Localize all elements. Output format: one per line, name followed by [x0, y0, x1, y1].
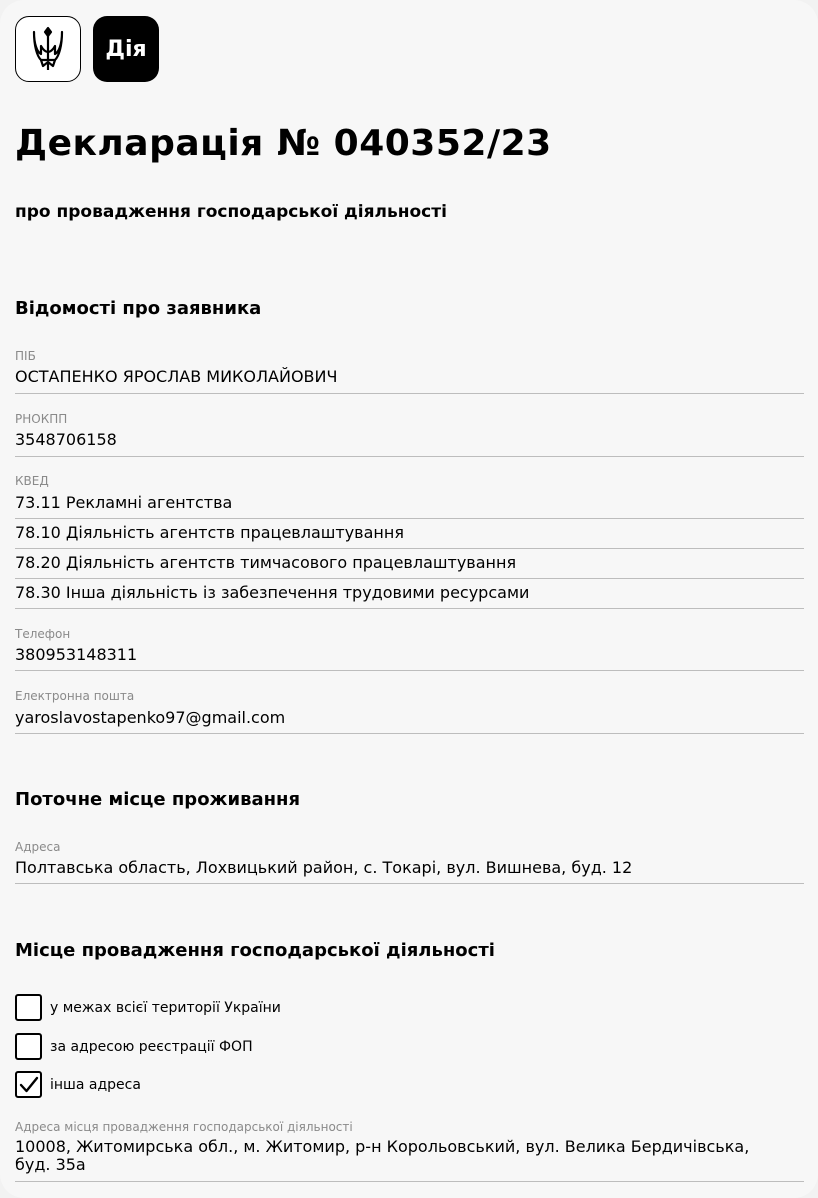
- email-label: Електронна пошта: [15, 689, 135, 703]
- kved-item: 78.30 Інша діяльність із забезпечення трудовими ресурсами: [15, 583, 530, 602]
- option-label: інша адреса: [50, 1076, 141, 1093]
- business-address-line1: 10008, Житомирська обл., м. Житомир, р-н Корольовський, вул. Велика Бердичівська,: [15, 1137, 750, 1156]
- divider: [15, 1181, 804, 1182]
- business-place-heading: Місце провадження господарської діяльності: [15, 940, 495, 961]
- page-subtitle: про провадження господарської діяльності: [15, 202, 447, 222]
- divider: [15, 456, 804, 457]
- checkbox-unchecked[interactable]: [15, 1033, 42, 1060]
- checkbox-unchecked[interactable]: [15, 994, 42, 1021]
- pib-label: ПІБ: [15, 349, 36, 363]
- divider: [15, 578, 804, 579]
- kved-label: КВЕД: [15, 474, 49, 488]
- divider: [15, 883, 804, 884]
- diia-logo-text: Дія: [105, 36, 147, 62]
- residence-address-value: Полтавська область, Лохвицький район, с. Токарі, вул. Вишнева, буд. 12: [15, 858, 633, 877]
- header-logos: [15, 16, 159, 82]
- option-label: за адресою реєстрації ФОП: [50, 1038, 253, 1055]
- divider: [15, 670, 804, 671]
- page-title: Декларація № 040352/23: [15, 123, 552, 164]
- residence-address-label: Адреса: [15, 840, 61, 854]
- option-fop-address[interactable]: [15, 1033, 253, 1060]
- divider: [15, 393, 804, 394]
- divider: [15, 733, 804, 734]
- kved-item: 73.11 Рекламні агентства: [15, 493, 233, 512]
- applicant-heading: Відомості про заявника: [15, 298, 262, 319]
- email-value: yaroslavostapenko97@gmail.com: [15, 708, 286, 727]
- kved-item: 78.10 Діяльність агентств працевлаштування: [15, 523, 404, 542]
- checkbox-checked[interactable]: [15, 1071, 42, 1098]
- divider: [15, 548, 804, 549]
- option-all-ukraine[interactable]: [15, 994, 281, 1021]
- residence-heading: Поточне місце проживання: [15, 789, 301, 810]
- divider: [15, 608, 804, 609]
- phone-label: Телефон: [15, 627, 71, 641]
- checkmark-icon: [19, 1076, 39, 1094]
- business-address-line2: буд. 35а: [15, 1155, 86, 1174]
- pib-value: ОСТАПЕНКО ЯРОСЛАВ МИКОЛАЙОВИЧ: [15, 367, 338, 386]
- kved-item: 78.20 Діяльність агентств тимчасового працевлаштування: [15, 553, 517, 572]
- rnokpp-value: 3548706158: [15, 430, 117, 449]
- rnokpp-label: РНОКПП: [15, 412, 68, 426]
- diia-logo: [93, 16, 159, 82]
- business-address-label: Адреса місця провадження господарської діяльності: [15, 1120, 353, 1134]
- trident-icon: [15, 16, 81, 82]
- option-other-address[interactable]: [15, 1071, 141, 1098]
- divider: [15, 518, 804, 519]
- option-label: у межах всієї території України: [50, 999, 281, 1016]
- phone-value: 380953148311: [15, 645, 138, 664]
